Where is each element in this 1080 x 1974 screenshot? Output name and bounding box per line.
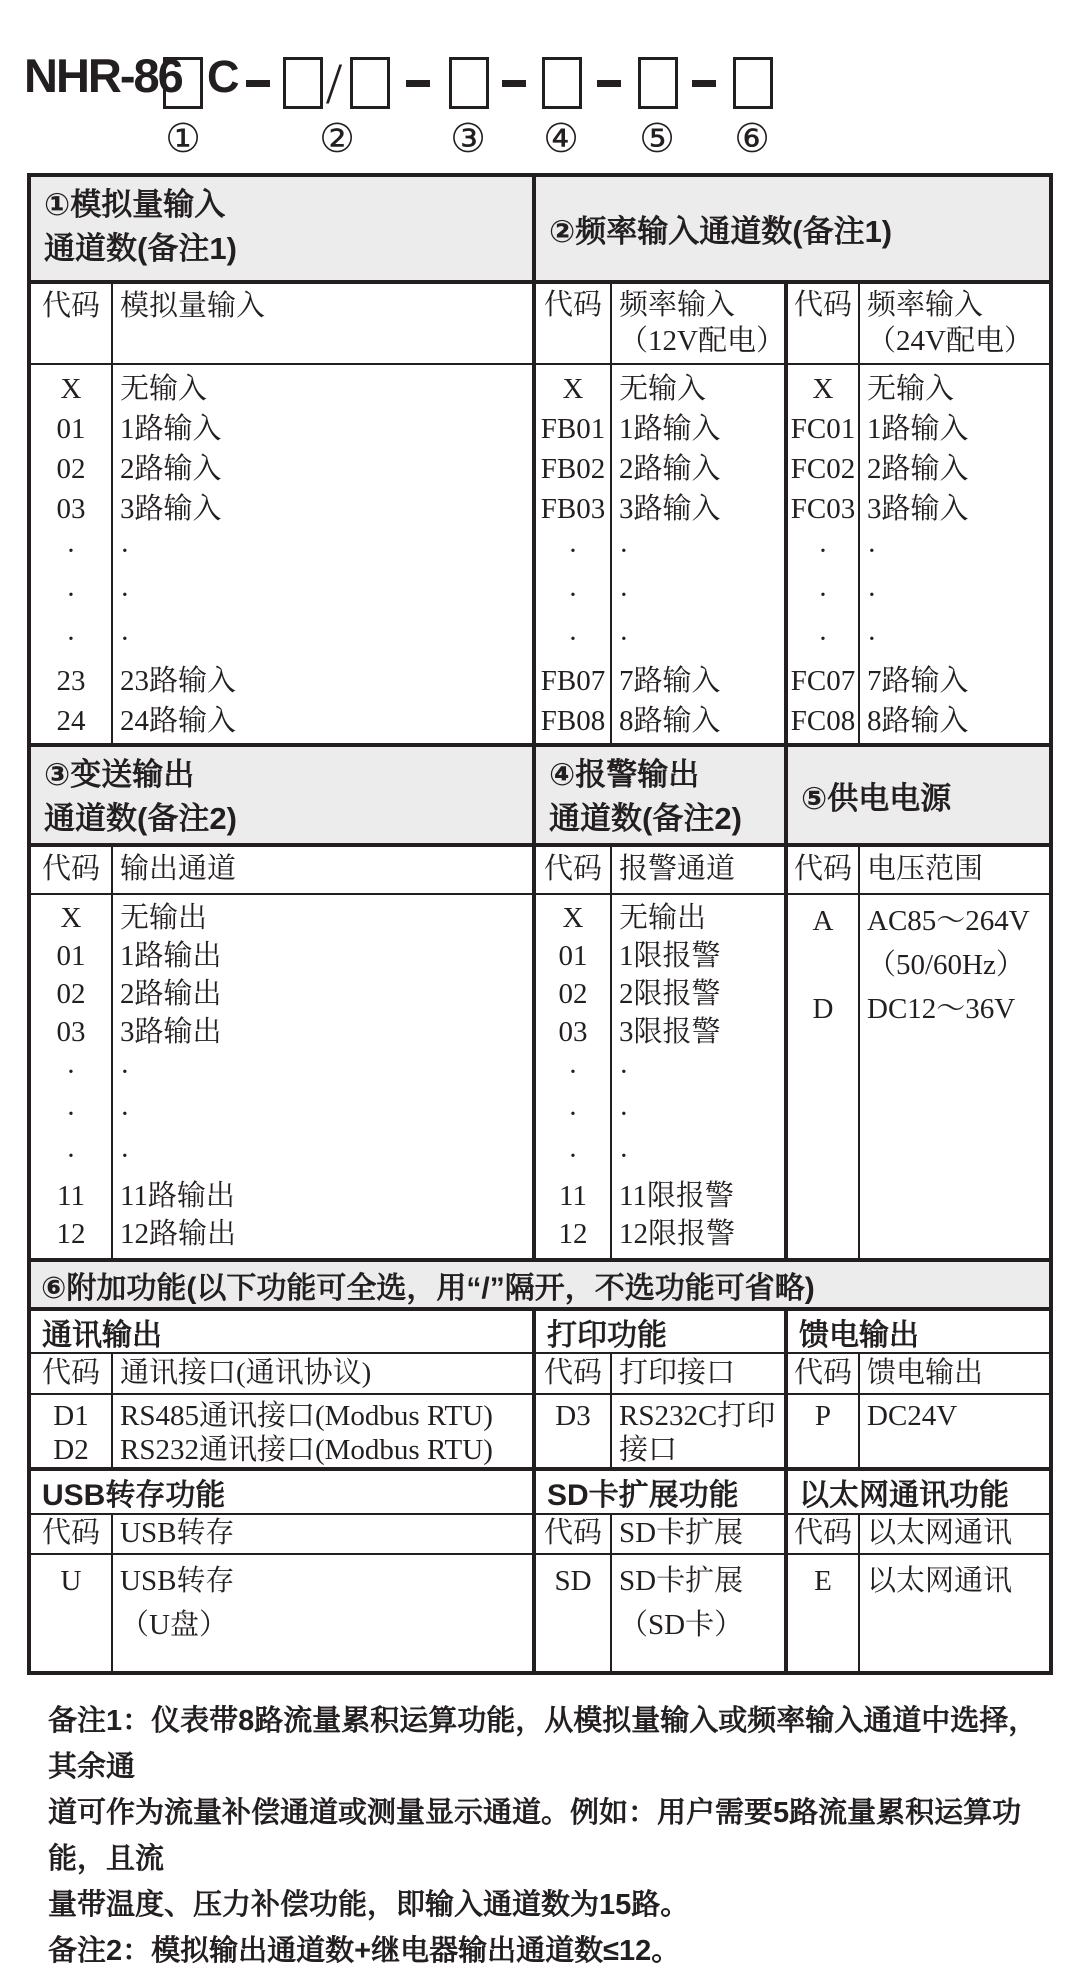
row-code: FC01: [790, 413, 856, 445]
section3-data: [31, 895, 536, 1258]
row-code: 01: [56, 940, 86, 972]
feed-output-title: 馈电输出: [799, 1318, 919, 1352]
table-row: [31, 489, 532, 529]
row-description: 11限报警: [619, 1180, 734, 1212]
table-row: [31, 409, 532, 449]
row-code: U: [60, 1565, 82, 1597]
row-code: FC07: [790, 665, 856, 697]
section3-subheader: [31, 847, 536, 893]
table-row: [536, 661, 784, 701]
table-row: [788, 701, 1049, 741]
row-code: D3: [555, 1400, 591, 1432]
row-description: 3路输入: [619, 493, 721, 525]
table-row: [536, 1135, 784, 1177]
row-description: AC85～264V （50/60Hz）: [867, 905, 1030, 981]
code-column-header: 代码: [543, 1517, 602, 1549]
row-description: 无输入: [120, 373, 208, 405]
desc-column-header: 打印接口: [619, 1357, 736, 1389]
row-code: FC03: [790, 493, 856, 525]
row-description: 2路输入: [867, 453, 969, 485]
section2b-data: [788, 365, 1049, 743]
row-description: 以太网通讯: [867, 1565, 1013, 1597]
table-row: [788, 369, 1049, 409]
row-code: E: [814, 1565, 832, 1597]
table-row: [536, 573, 784, 617]
row-code: FC08: [790, 705, 856, 737]
row-description: ·: [619, 1056, 629, 1088]
row-description: ·: [867, 623, 877, 655]
marker-6: ⑥: [734, 116, 770, 161]
table-row: [31, 369, 532, 409]
row-code: 12: [56, 1218, 86, 1250]
section5-header: [788, 747, 1049, 843]
row-code: ·: [66, 1098, 76, 1130]
section4-header: [536, 747, 788, 843]
row-description: 1路输入: [619, 413, 721, 445]
row-code: FB02: [540, 453, 606, 485]
row-description: 2路输入: [619, 453, 721, 485]
row-description: ·: [619, 579, 629, 611]
row-code: 03: [56, 493, 86, 525]
ethernet-data: [788, 1555, 1049, 1671]
row-description: RS232通讯接口(Modbus RTU): [120, 1434, 493, 1466]
row-code: 03: [558, 1016, 588, 1048]
table-row: [788, 1399, 1049, 1433]
dash-separator: [406, 80, 430, 87]
table-row: [536, 449, 784, 489]
data-row-band-1: [31, 363, 1049, 743]
sd-subheader: [536, 1515, 788, 1553]
comm-subheader: [31, 1354, 536, 1393]
row-description: ·: [120, 1098, 130, 1130]
row-description: 3路输入: [867, 493, 969, 525]
row-description: 无输入: [619, 373, 707, 405]
row-code: ·: [66, 579, 76, 611]
desc-column-header: 电压范围: [867, 853, 984, 885]
code-column-header: 代码: [543, 289, 602, 321]
table-row: [536, 529, 784, 573]
row-code: ·: [818, 579, 828, 611]
table-row: [31, 1433, 532, 1467]
row-code: FC02: [790, 453, 856, 485]
row-code: FB03: [540, 493, 606, 525]
row-description: 8路输入: [867, 705, 969, 737]
code-column-header: 代码: [793, 289, 852, 321]
row-code: ·: [818, 535, 828, 567]
code-column-header: 代码: [41, 1357, 100, 1389]
code-column-header: 代码: [543, 853, 602, 885]
section1-title-line2: 通道数(备注1): [44, 231, 237, 266]
table-row: [536, 369, 784, 409]
code-column-header: 代码: [41, 1517, 100, 1549]
row-code: ·: [568, 623, 578, 655]
code-column-header: 代码: [41, 290, 100, 322]
row-code: X: [60, 373, 82, 405]
model-box-5: [542, 57, 582, 109]
desc-column-header-line1: 频率输入: [867, 289, 984, 321]
section2-title: ②频率输入通道数(备注1): [549, 214, 893, 249]
model-box-3: [350, 57, 390, 109]
section4-title-line1: ④报警输出: [549, 757, 700, 792]
table-row: [31, 899, 532, 937]
table-row: [788, 661, 1049, 701]
model-box-7: [733, 57, 773, 109]
row-description: 3限报警: [619, 1016, 721, 1048]
section2a-data: [536, 365, 788, 743]
desc-column-header: 输出通道: [120, 853, 237, 885]
table-row: [788, 617, 1049, 661]
model-box-6: [638, 57, 678, 109]
section6-data-band-1: [31, 1393, 1049, 1467]
section6-subheader-row-1: [31, 1352, 1049, 1393]
table-row: [788, 1559, 1049, 1603]
desc-column-header: 报警通道: [619, 853, 736, 885]
row-description: 12路输出: [120, 1218, 237, 1250]
row-code: 02: [56, 978, 86, 1010]
note1-line3: 量带温度、压力补偿功能，即输入通道数为15路。: [48, 1889, 690, 1921]
usb-data: [31, 1555, 536, 1671]
table-row: [536, 409, 784, 449]
row-description: ·: [619, 623, 629, 655]
row-description: 2路输出: [120, 978, 222, 1010]
section4-subheader: [536, 847, 788, 893]
row-description: 无输入: [867, 373, 955, 405]
section1-title-line1: ①模拟量输入: [44, 187, 226, 222]
note1-line2: 道可作为流量补偿通道或测量显示通道。例如：用户需要5路流量累积运算功能，且流: [48, 1797, 1022, 1875]
row-description: 11路输出: [120, 1180, 235, 1212]
row-description: DC12～36V: [867, 993, 1016, 1025]
table-row: [31, 1177, 532, 1215]
subheader-row-2: [31, 843, 1049, 893]
marker-4: ④: [543, 116, 579, 161]
table-row: [788, 987, 1049, 1031]
feed-data: [788, 1395, 1049, 1467]
sd-data: [536, 1555, 788, 1671]
sd-title: SD卡扩展功能: [536, 1471, 788, 1513]
row-code: A: [812, 905, 834, 937]
section6-subheader-row-2: [31, 1513, 1049, 1553]
row-code: FB01: [540, 413, 606, 445]
usb-subheader: [31, 1515, 536, 1553]
row-code: D: [812, 993, 834, 1025]
row-code: X: [812, 373, 834, 405]
code-column-header: 代码: [41, 853, 100, 885]
section5-data: [788, 895, 1049, 1258]
desc-column-header: 通讯接口(通讯协议): [120, 1357, 372, 1389]
row-code: 03: [56, 1016, 86, 1048]
table-row: [536, 1093, 784, 1135]
row-description: 无输出: [619, 902, 707, 934]
row-code: P: [814, 1400, 832, 1432]
table-row: [788, 449, 1049, 489]
model-box-2: [283, 57, 323, 109]
row-code: ·: [66, 623, 76, 655]
table-row: [536, 937, 784, 975]
table-row: [788, 489, 1049, 529]
row-code: 24: [56, 705, 86, 737]
print-data: [536, 1395, 788, 1467]
row-code: 02: [56, 453, 86, 485]
row-code: D2: [53, 1434, 89, 1466]
row-description: ·: [619, 1098, 629, 1130]
table-row: [788, 899, 1049, 987]
feed-subheader: [788, 1354, 1049, 1393]
row-code: ·: [568, 535, 578, 567]
table-row: [31, 937, 532, 975]
row-code: D1: [53, 1400, 89, 1432]
row-description: 3路输入: [120, 493, 222, 525]
marker-3: ③: [450, 116, 486, 161]
table-row: [788, 573, 1049, 617]
table-row: [788, 529, 1049, 573]
row-description: ·: [619, 535, 629, 567]
table-row: [536, 899, 784, 937]
row-description: 3路输出: [120, 1016, 222, 1048]
print-function-title: 打印功能: [536, 1311, 788, 1352]
table-row: [31, 529, 532, 573]
row-code: ·: [568, 1056, 578, 1088]
row-description: ·: [120, 535, 130, 567]
header-row-2: [31, 743, 1049, 843]
table-row: [788, 409, 1049, 449]
row-code: 12: [558, 1218, 588, 1250]
row-code: SD: [554, 1565, 592, 1597]
table-row: [31, 617, 532, 661]
table-row: [536, 1399, 784, 1467]
comm-data: [31, 1395, 536, 1467]
header-row-6: [31, 1258, 1049, 1307]
subheader-row-1: [31, 280, 1049, 363]
row-description: ·: [867, 579, 877, 611]
table-row: [536, 1559, 784, 1647]
row-description: 无输出: [120, 902, 208, 934]
row-description: ·: [120, 579, 130, 611]
section1-header: [31, 177, 536, 280]
table-row: [536, 975, 784, 1013]
marker-1: ①: [165, 116, 201, 161]
row-description: 23路输入: [120, 665, 237, 697]
table-row: [31, 1051, 532, 1093]
table-row: [536, 701, 784, 741]
row-description: 2限报警: [619, 978, 721, 1010]
desc-column-header: 模拟量输入: [120, 290, 266, 322]
row-code: ·: [66, 1140, 76, 1172]
dash-separator: [597, 80, 621, 87]
section3-title-line1: ③变送输出: [44, 757, 195, 792]
row-description: 7路输入: [867, 665, 969, 697]
table-row: [536, 617, 784, 661]
code-column-header: 代码: [793, 1517, 852, 1549]
note1-line1: 备注1：仪表带8路流量累积运算功能，从模拟量输入或频率输入通道中选择，其余通: [48, 1705, 1038, 1783]
section3-title-line2: 通道数(备注2): [44, 801, 237, 836]
row-code: ·: [568, 1140, 578, 1172]
row-code: FB08: [540, 705, 606, 737]
table-row: [31, 1135, 532, 1177]
row-description: 8路输入: [619, 705, 721, 737]
row-code: FB07: [540, 665, 606, 697]
table-row: [31, 701, 532, 741]
code-column-header: 代码: [793, 1357, 852, 1389]
desc-column-header: 以太网通讯: [867, 1517, 1013, 1549]
row-code: 11: [559, 1180, 587, 1212]
row-code: X: [562, 902, 584, 934]
table-row: [536, 1051, 784, 1093]
ordering-table: [27, 173, 1053, 1675]
model-box-4: [449, 57, 489, 109]
model-c-label: C: [207, 51, 240, 102]
table-row: [31, 1013, 532, 1051]
row-description: ·: [619, 1140, 629, 1172]
row-description: DC24V: [867, 1400, 958, 1432]
row-description: ·: [120, 1056, 130, 1088]
section5-subheader: [788, 847, 1049, 893]
dash-separator: [246, 80, 270, 87]
row-code: ·: [568, 579, 578, 611]
header-row-1: [31, 177, 1049, 280]
data-row-band-2: [31, 893, 1049, 1258]
desc-column-header: SD卡扩展: [619, 1517, 744, 1549]
row-description: ·: [867, 535, 877, 567]
section1-data: [31, 365, 536, 743]
table-row: [31, 1559, 532, 1647]
section6-data-band-2: [31, 1553, 1049, 1671]
row-code: 11: [57, 1180, 85, 1212]
desc-column-header: USB转存: [120, 1517, 235, 1549]
table-row: [536, 489, 784, 529]
row-code: ·: [66, 535, 76, 567]
section6-title: ⑥附加功能(以下功能可全选，用“/”隔开，不选功能可省略): [41, 1271, 815, 1305]
table-row: [31, 661, 532, 701]
row-code: ·: [568, 1098, 578, 1130]
section2a-subheader: [536, 284, 788, 363]
row-code: ·: [818, 623, 828, 655]
table-row: [31, 449, 532, 489]
row-description: 2路输入: [120, 453, 222, 485]
row-description: 24路输入: [120, 705, 237, 737]
row-description: RS232C打印 接口: [619, 1400, 776, 1466]
code-column-header: 代码: [543, 1357, 602, 1389]
table-row: [536, 1177, 784, 1215]
table-row: [31, 1093, 532, 1135]
row-description: ·: [120, 623, 130, 655]
print-subheader: [536, 1354, 788, 1393]
table-row: [31, 573, 532, 617]
row-code: 02: [558, 978, 588, 1010]
usb-title: USB转存功能: [31, 1471, 536, 1513]
model-box-1: [163, 57, 203, 109]
dash-separator: [692, 80, 716, 87]
row-description: USB转存 （U盘）: [120, 1565, 235, 1641]
section6-title-row-2: [31, 1467, 1049, 1513]
section2b-subheader: [788, 284, 1049, 363]
model-prefix: NHR-86: [24, 49, 182, 102]
table-row: [536, 1215, 784, 1253]
table-row: [31, 1215, 532, 1253]
section6-title-row-1: [31, 1307, 1049, 1352]
desc-column-header: 馈电输出: [867, 1357, 984, 1389]
section2-header: [536, 177, 1049, 280]
comm-output-title: 通讯输出: [31, 1311, 536, 1352]
note2: 备注2：模拟输出通道数+继电器输出通道数≤12。: [48, 1935, 681, 1967]
ethernet-title: 以太网通讯功能: [799, 1479, 1009, 1512]
desc-column-header-line2: （12V配电）: [619, 325, 785, 357]
row-description: RS485通讯接口(Modbus RTU): [120, 1400, 493, 1432]
row-description: 1路输入: [867, 413, 969, 445]
row-code: 01: [56, 413, 86, 445]
row-description: 1限报警: [619, 940, 721, 972]
dash-separator: [502, 80, 526, 87]
section3-header: [31, 747, 536, 843]
table-row: [536, 1013, 784, 1051]
section6-header: [31, 1262, 1049, 1307]
section4-data: [536, 895, 788, 1258]
footnotes: [48, 1698, 1048, 1974]
row-code: X: [562, 373, 584, 405]
row-code: 01: [558, 940, 588, 972]
row-description: 12限报警: [619, 1218, 736, 1250]
row-description: ·: [120, 1140, 130, 1172]
marker-2: ②: [319, 116, 355, 161]
desc-column-header-line1: 频率输入: [619, 289, 736, 321]
slash-separator: /: [326, 51, 343, 116]
code-column-header: 代码: [793, 853, 852, 885]
row-description: 7路输入: [619, 665, 721, 697]
row-description: 1路输出: [120, 940, 222, 972]
table-row: [31, 1399, 532, 1433]
row-code: 23: [56, 665, 86, 697]
marker-5: ⑤: [639, 116, 675, 161]
section1-subheader: [31, 284, 536, 363]
table-row: [31, 975, 532, 1013]
row-code: X: [60, 902, 82, 934]
desc-column-header-line2: （24V配电）: [867, 325, 1033, 357]
section5-title: ⑤供电电源: [801, 780, 952, 816]
row-description: SD卡扩展 （SD卡）: [619, 1565, 744, 1641]
row-code: ·: [66, 1056, 76, 1088]
ethernet-subheader: [788, 1515, 1049, 1553]
row-description: 1路输入: [120, 413, 222, 445]
section4-title-line2: 通道数(备注2): [549, 801, 742, 836]
